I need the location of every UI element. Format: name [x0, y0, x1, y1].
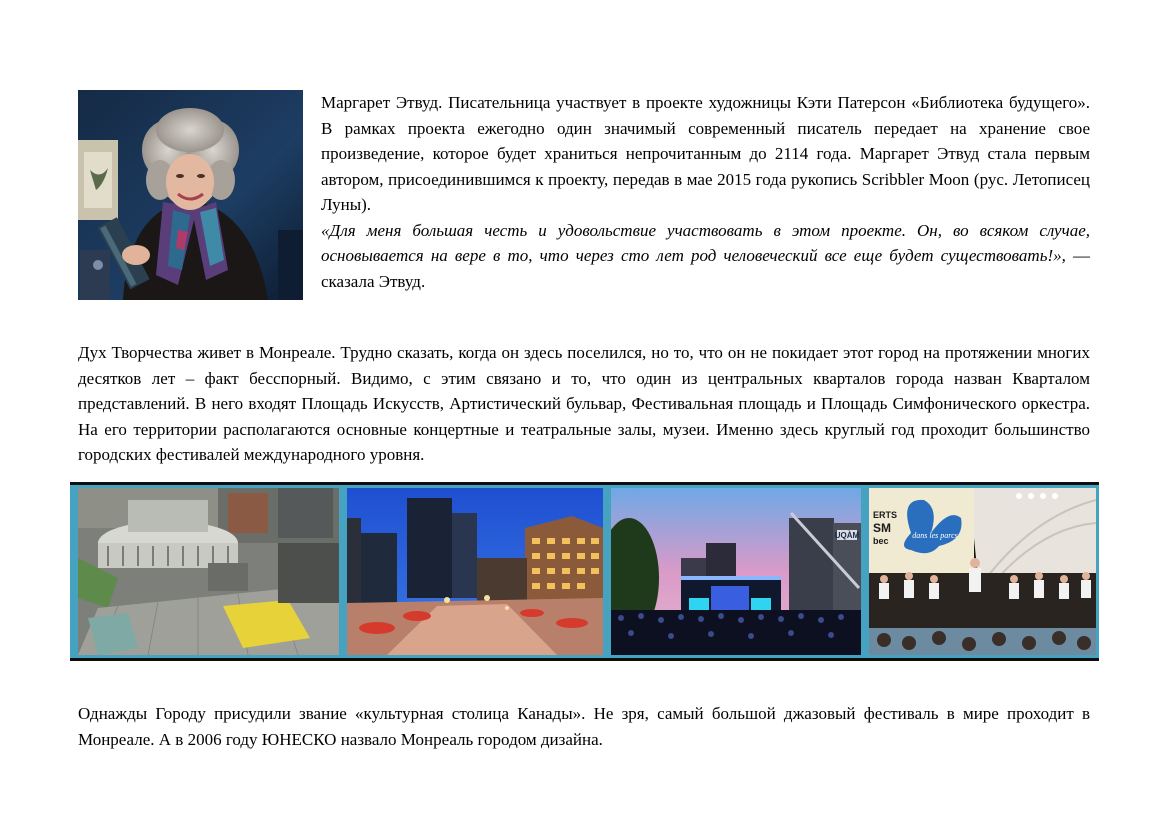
banner-bec-text: bec [873, 536, 889, 546]
banner-dans-les-parcs: dans les parcs [912, 531, 958, 540]
banner-erts-text: ERTS [873, 510, 898, 520]
photo-strip [70, 482, 1099, 661]
intro-paragraph [321, 90, 1090, 294]
place-des-arts-photo [78, 488, 339, 655]
festival-crowd-photo [611, 488, 861, 655]
quote-attribution: — сказала Этвуд. [321, 246, 1090, 291]
intro-text: Маргарет Этвуд. Писательница участвует в проекте художницы Кэти Патерсон «Библиотека будущего». В рамках проекта ежегодно один значимый современный писатель передает на хранение свое произведение, которое будет храниться непрочитанным до 2114 года. Маргарет Этвуд стала первым автором, присоединившимся к проекту, передав в мае 2015 года рукопись Scribbler Moon (рус. Летописец Луны). [321, 93, 1090, 214]
montreal-creativity-paragraph: Дух Творчества живет в Монреале. Трудно сказать, когда он здесь поселился, но то, что он не покидает этот город на протяжении многих десятков лет – факт бесспорный. Видимо, с этим связано и то, что один из центральных кварталов города назван Кварталом представлений. В него входят Площадь Искусств, Артистический бульвар, Фестивальная площадь и Площадь Симфонического оркестра. На его территории располагаются основные концертные и театральные залы, музеи. Именно здесь круглый год проходит большинство городских фестивалей международного уровня. [78, 343, 1090, 464]
atwood-quote: «Для меня большая честь и удовольствие участвовать в этом проекте. Он, во всяком случае, основывается на вере в то, что через сто лет род человеческий все еще будет существовать!», [321, 220, 1090, 265]
cultural-capital-paragraph: Однажды Городу присудили звание «культурная столица Канады». Не зря, самый большой джазовый фестиваль в мире проходит в Монреале. А в 2006 году ЮНЕСКО назвало Монреаль городом дизайна. [78, 704, 1090, 749]
orchestra-concert-photo [869, 488, 1096, 655]
uqam-sign: UQÀM [834, 531, 860, 540]
banner-osm-text: SM [873, 521, 891, 535]
quartier-des-spectacles-photo [347, 488, 603, 655]
author-portrait [78, 90, 303, 300]
